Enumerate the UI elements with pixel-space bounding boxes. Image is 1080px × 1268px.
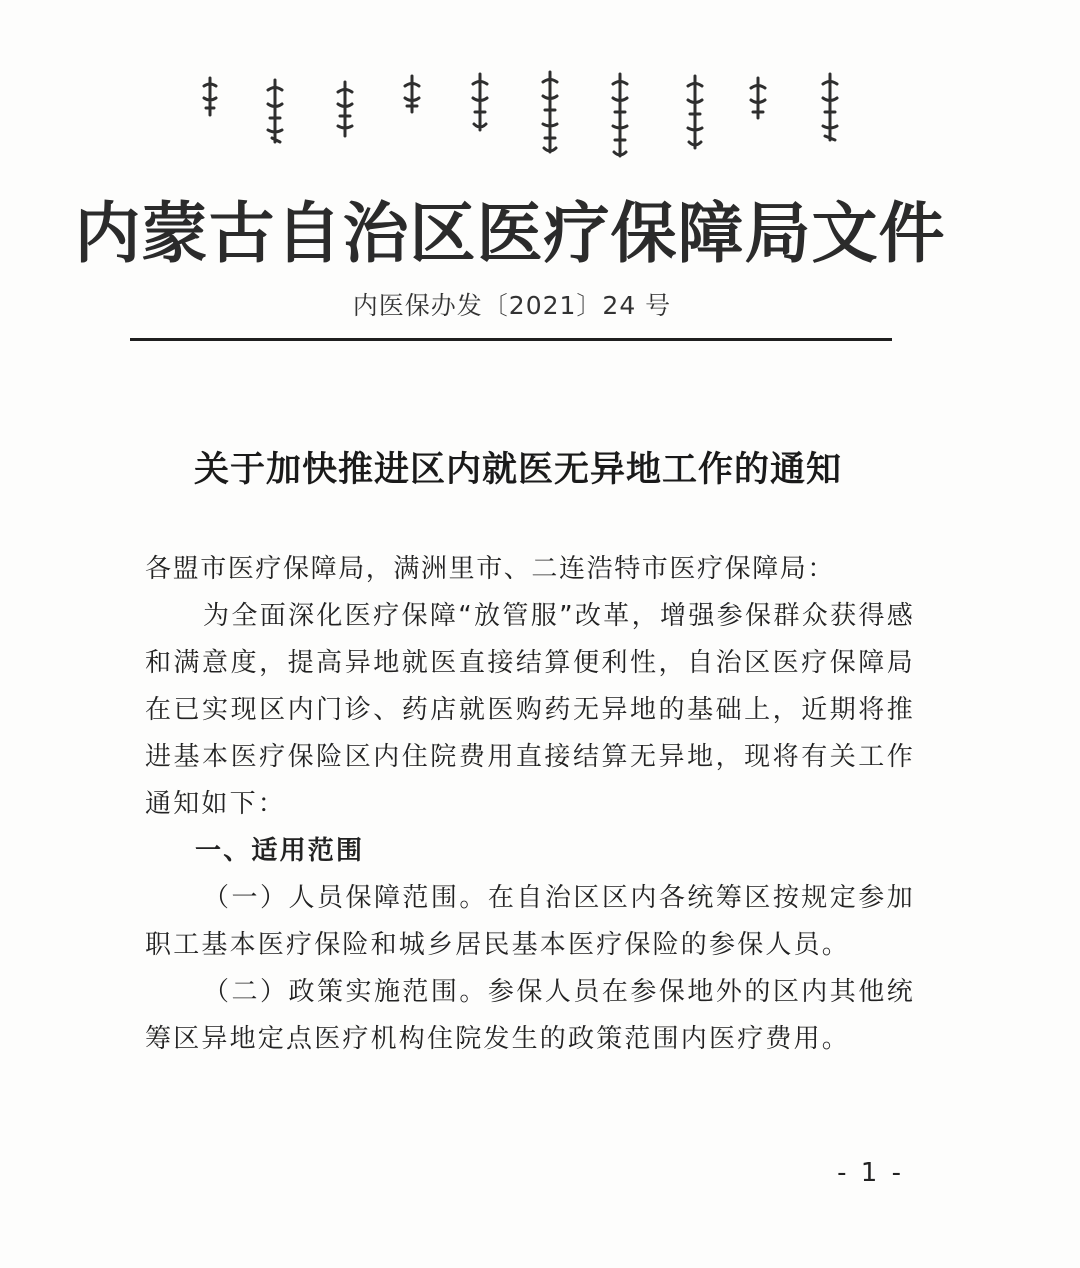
mongolian-script-header [190,60,890,170]
page-number: - 1 - [837,1158,904,1188]
header-divider [130,338,892,341]
paragraph-intro: 为全面深化医疗保障“放管服”改革，增强参保群众获得感和满意度，提高异地就医直接结算便利性，自治区医疗保障局在已实现区内门诊、药店就医购药无异地的基础上，近期将推进基本医疗保险区内住院费用直接结算无异地，现将有关工作通知如下： [145,601,915,819]
issuer-title: 内蒙古自治区医疗保障局文件 [74,195,946,272]
mongolian-script-logo [190,60,890,170]
notice-title: 关于加快推进区内就医无异地工作的通知 [193,450,842,490]
item-personnel-scope: （一）人员保障范围。在自治区区内各统筹区按规定参加职工基本医疗保险和城乡居民基本医疗保险的参保人员。 [145,883,915,960]
salutation: 各盟市医疗保障局，满洲里市、二连浩特市医疗保障局： [145,554,836,584]
document-number: 内医保办发〔2021〕24 号 [352,291,672,320]
item-policy-scope: （二）政策实施范围。参保人员在参保地外的区内其他统筹区异地定点医疗机构住院发生的政策范围内医疗费用。 [145,977,915,1054]
document-body [145,546,915,1063]
section-heading-scope: 一、适用范围 [195,836,365,866]
